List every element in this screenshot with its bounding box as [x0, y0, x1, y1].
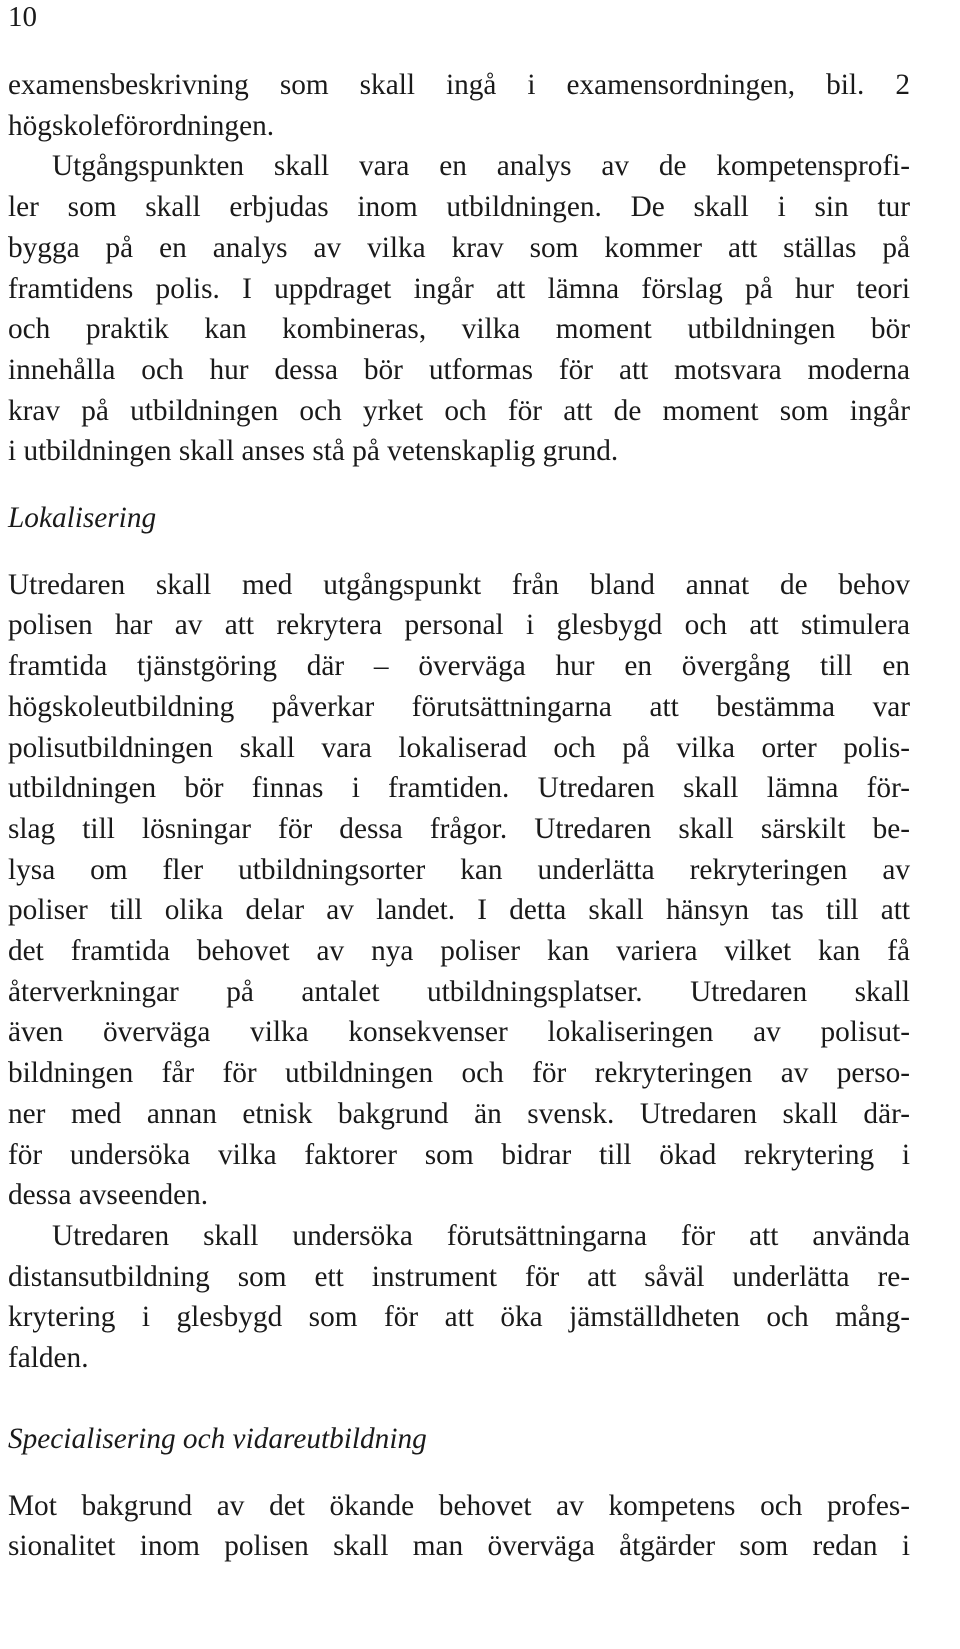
text-line: ler som skall erbjudas inom utbildningen. De skall i sin tur — [8, 191, 910, 224]
text-line: krytering i glesbygd som för att öka jämställdheten och mång- — [8, 1301, 910, 1334]
text-line: polisutbildningen skall vara lokaliserad och på vilka orter polis- — [8, 731, 910, 764]
text-line: bildningen får för utbildningen och för rekryteringen av perso- — [8, 1057, 910, 1090]
paragraph-2 — [8, 146, 910, 472]
text-line: högskoleutbildning påverkar förutsättningarna att bestämma var — [8, 690, 910, 723]
text-line: det framtida behovet av nya poliser kan variera vilket kan få — [8, 935, 910, 968]
text-line: utbildningen bör finnas i framtiden. Utredaren skall lämna för- — [8, 772, 910, 805]
page-number: 10 — [8, 1, 37, 33]
text-line: återverkningar på antalet utbildningsplatser. Utredaren skall — [8, 975, 910, 1008]
paragraph-1 — [8, 65, 910, 146]
section-heading-lokalisering: Lokalisering — [8, 502, 157, 535]
text-line: bygga på en analys av vilka krav som kommer att ställas på — [8, 231, 910, 264]
text-line: slag till lösningar för dessa frågor. Utredaren skall särskilt be- — [8, 812, 910, 845]
text-line: examensbeskrivning som skall ingå i examensordningen, bil. 2 — [8, 69, 910, 101]
text-line: ner med annan etnisk bakgrund än svensk. Utredaren skall där- — [8, 1097, 910, 1130]
paragraph-5 — [8, 1486, 910, 1567]
text-line: falden. — [8, 1342, 89, 1375]
text-line: innehålla och hur dessa bör utformas för att motsvara moderna — [8, 353, 910, 386]
paragraph-4 — [8, 1216, 910, 1379]
text-line: högskoleförordningen. — [8, 109, 275, 142]
text-line: lysa om fler utbildningsorter kan underlätta rekryteringen av — [8, 853, 910, 886]
text-line: i utbildningen skall anses stå på vetenskaplig grund. — [8, 435, 619, 468]
text-line: även överväga vilka konsekvenser lokaliseringen av polisut- — [8, 1016, 910, 1049]
text-line: poliser till olika delar av landet. I detta skall hänsyn tas till att — [8, 894, 910, 927]
document-body — [8, 65, 910, 1567]
paragraph-3 — [8, 565, 910, 1216]
text-line: för undersöka vilka faktorer som bidrar till ökad rekrytering i — [8, 1138, 910, 1171]
text-line: Utgångspunkten skall vara en analys av de kompetensprofi- — [52, 150, 910, 183]
text-line: framtidens polis. I uppdraget ingår att lämna förslag på hur teori — [8, 272, 910, 305]
text-line: dessa avseenden. — [8, 1179, 209, 1212]
text-line: distansutbildning som ett instrument för att såväl underlätta re- — [8, 1260, 910, 1293]
text-line: Utredaren skall undersöka förutsättningarna för att använda — [52, 1219, 910, 1252]
section-heading-specialisering: Specialisering och vidareutbildning — [8, 1422, 427, 1455]
text-line: Mot bakgrund av det ökande behovet av kompetens och profes- — [8, 1489, 910, 1522]
text-line: sionalitet inom polisen skall man överväga åtgärder som redan i — [8, 1530, 910, 1563]
text-line: framtida tjänstgöring där – överväga hur en övergång till en — [8, 650, 910, 683]
text-line: polisen har av att rekrytera personal i glesbygd och att stimulera — [8, 609, 910, 642]
text-line: och praktik kan kombineras, vilka moment utbildningen bör — [8, 313, 910, 346]
text-line: krav på utbildningen och yrket och för att de moment som ingår — [8, 394, 910, 427]
text-line: Utredaren skall med utgångspunkt från bland annat de behov — [8, 568, 910, 601]
